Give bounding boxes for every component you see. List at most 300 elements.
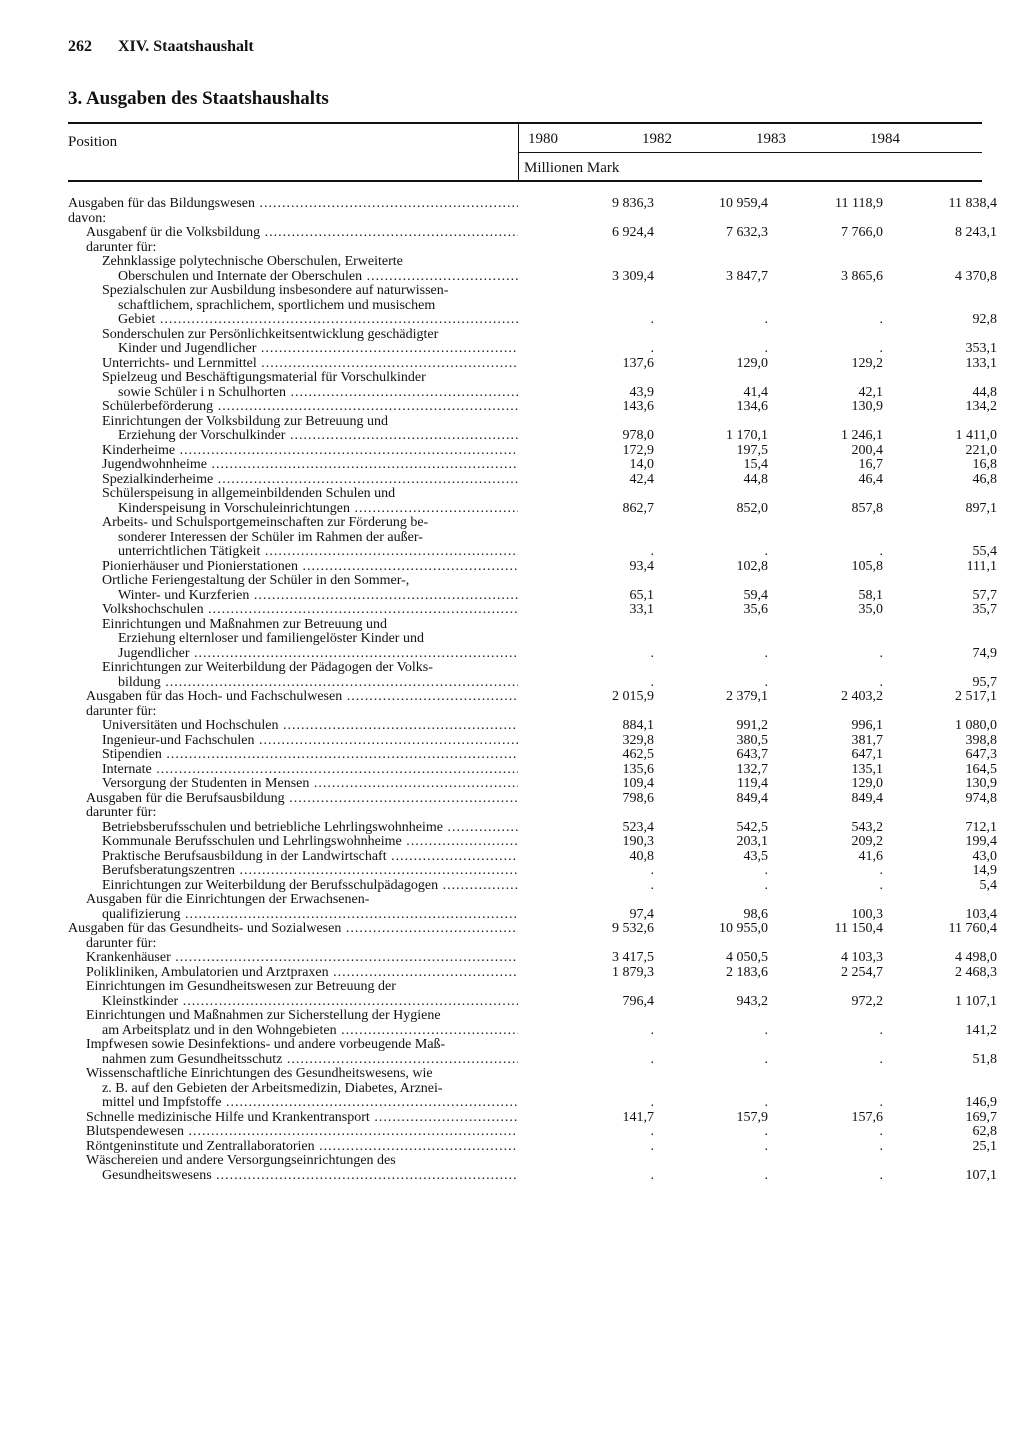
row-label-line: Blutspendewesen ..... xyxy=(86,1125,518,1140)
value-cell-1982: . xyxy=(764,1051,768,1067)
value-cell-1983: 129,2 xyxy=(851,355,883,371)
value-cell-1983: 996,1 xyxy=(851,718,883,733)
row-label-line: Stipendien ..... xyxy=(102,748,518,763)
row-label xyxy=(68,734,518,749)
value-cell-1982: 380,5 xyxy=(736,732,768,748)
value-cell-1983: . xyxy=(879,877,883,893)
value-cell-1983: . xyxy=(879,341,883,356)
value-cell-1980: 143,6 xyxy=(622,399,654,414)
value-cell-1984: 44,8 xyxy=(972,384,997,400)
value-cell-1983: 11 150,4 xyxy=(834,921,883,936)
value-cell-1980: 798,6 xyxy=(622,790,654,806)
table-row xyxy=(68,893,997,922)
value-cell-1980: 97,4 xyxy=(629,906,654,922)
row-label-line: Einrichtungen im Gesundheitswesen zur Betreuung der xyxy=(86,980,396,994)
row-label xyxy=(68,864,518,879)
page-number: 262 xyxy=(68,38,92,55)
value-cell-1984: 4 370,8 xyxy=(955,268,997,284)
row-label-line: Röntgeninstitute und Zentrallaboratorien ..... xyxy=(86,1140,518,1155)
row-label-line: Jugendlicher ..... xyxy=(102,647,518,662)
row-label-line: Kinderspeisung in Vorschuleinrichtungen ..... xyxy=(102,502,518,517)
table-row xyxy=(68,1124,997,1140)
row-label-line: z. B. auf den Gebieten der Arbeitsmedizin, Diabetes, Arznei- xyxy=(102,1081,443,1096)
table-row xyxy=(68,964,997,981)
row-label-line: mittel und Impfstoffe ..... xyxy=(86,1096,518,1111)
row-label-line: unterrichtlichen Tätigkeit ..... xyxy=(102,545,518,560)
value-cell-1983: 41,6 xyxy=(858,848,883,864)
value-cell-1984: 11 838,4 xyxy=(948,196,997,211)
value-cell-1980: 141,7 xyxy=(622,1109,654,1125)
row-label-line: Kinderheime ..... xyxy=(102,444,518,459)
row-label-line: Oberschulen und Internate der Oberschulen ..... xyxy=(102,270,518,285)
table-row xyxy=(68,516,997,560)
value-cell-1982: . xyxy=(764,1167,768,1183)
row-label xyxy=(68,835,518,850)
value-cell-1980: 9 836,3 xyxy=(612,196,654,211)
value-cell-1982: 102,8 xyxy=(736,558,768,574)
table-row xyxy=(68,225,997,241)
value-cell-1983: 543,2 xyxy=(851,819,883,835)
header-bottom-rule xyxy=(68,180,982,182)
value-cell-1983: . xyxy=(879,1022,883,1038)
row-label-line: Erziehung der Vorschulkinder ..... xyxy=(102,429,518,444)
value-cell-1982: . xyxy=(764,1095,768,1110)
table-row xyxy=(68,790,997,807)
table-row xyxy=(68,921,997,937)
value-cell-1983: 972,2 xyxy=(851,993,883,1009)
row-label-line: Erziehung elternloser und familiengelöster Kinder und xyxy=(118,632,424,646)
row-label-line: sowie Schüler i n Schulhorten ..... xyxy=(102,386,518,401)
value-cell-1983: 46,4 xyxy=(858,471,883,487)
row-label-line: davon: xyxy=(68,211,107,226)
row-label-line: Versorgung der Studenten in Mensen ..... xyxy=(102,777,518,792)
row-label xyxy=(68,748,518,763)
value-cell-1980: 65,1 xyxy=(629,587,654,603)
row-label-line: Kleinstkinder ..... xyxy=(86,995,518,1010)
table-row xyxy=(68,442,997,459)
value-cell-1982: . xyxy=(764,312,768,327)
value-cell-1980: 42,4 xyxy=(629,471,654,487)
row-label xyxy=(68,980,518,1009)
value-cell-1983: . xyxy=(879,1051,883,1067)
value-cell-1982: 59,4 xyxy=(743,587,768,603)
table-row xyxy=(68,877,997,894)
value-cell-1982: 4 050,5 xyxy=(726,950,768,965)
value-cell-1982: 35,6 xyxy=(743,602,768,617)
value-cell-1983: 135,1 xyxy=(851,761,883,777)
row-label xyxy=(68,705,518,720)
row-label xyxy=(68,1125,518,1140)
row-label-line: Einrichtungen der Volksbildung zur Betreuung und xyxy=(102,414,389,429)
value-cell-1982: 991,2 xyxy=(736,718,768,733)
value-cell-1982: 203,1 xyxy=(736,834,768,849)
row-label xyxy=(68,212,518,227)
table-row xyxy=(68,284,997,328)
table-row xyxy=(68,718,997,734)
value-cell-1983: 1 246,1 xyxy=(841,428,883,443)
value-cell-1982: 129,0 xyxy=(736,355,768,371)
value-cell-1983: 100,3 xyxy=(851,906,883,922)
row-label xyxy=(68,763,518,778)
value-cell-1982: 542,5 xyxy=(736,819,768,835)
row-label xyxy=(68,574,518,603)
table-row xyxy=(68,980,997,1009)
row-label-line: Universitäten und Hochschulen ..... xyxy=(102,719,518,734)
value-cell-1982: 3 847,7 xyxy=(726,268,768,284)
value-cell-1982: 98,6 xyxy=(743,906,768,922)
row-label-line: darunter für: xyxy=(86,936,157,951)
row-label-line: Betriebsberufsschulen und betriebliche Lehrlingswohnheime ..... xyxy=(102,821,518,836)
table-row xyxy=(68,558,997,575)
year-header-1980: 1980 xyxy=(528,131,558,147)
table-row xyxy=(68,196,997,212)
row-label-line: Kommunale Berufsschulen und Lehrlingswohnheime ..... xyxy=(102,835,518,850)
value-cell-1982: 2 183,6 xyxy=(726,964,768,980)
value-cell-1984: 95,7 xyxy=(972,674,997,690)
expenditure-table xyxy=(68,196,997,1183)
table-row xyxy=(68,937,988,952)
value-cell-1983: 2 403,2 xyxy=(841,689,883,704)
value-cell-1980: . xyxy=(650,1138,654,1154)
value-cell-1982: . xyxy=(764,544,768,559)
row-label-line: Impfwesen sowie Desinfektions- und andere vorbeugende Maß- xyxy=(86,1038,446,1052)
value-cell-1983: . xyxy=(879,645,883,661)
table-row xyxy=(68,471,997,488)
table-row xyxy=(68,399,997,415)
row-label-line: Spezialkinderheime ..... xyxy=(102,473,518,488)
top-rule xyxy=(68,122,982,124)
value-cell-1984: 107,1 xyxy=(965,1167,997,1183)
value-cell-1983: 58,1 xyxy=(858,587,883,603)
row-label-line: Polikliniken, Ambulatorien und Arztpraxen ..... xyxy=(86,966,518,981)
value-cell-1982: 7 632,3 xyxy=(726,225,768,240)
row-label xyxy=(68,255,518,284)
value-cell-1984: 199,4 xyxy=(965,834,997,849)
table-row xyxy=(68,1138,997,1155)
value-cell-1984: 2 517,1 xyxy=(955,689,997,704)
value-cell-1984: 62,8 xyxy=(972,1124,997,1139)
value-cell-1982: 43,5 xyxy=(743,848,768,864)
value-cell-1984: 103,4 xyxy=(965,906,997,922)
value-cell-1984: 1 080,0 xyxy=(955,718,997,733)
value-cell-1982: . xyxy=(764,674,768,690)
row-label-line: Wäschereien und andere Versorgungseinrichtungen des xyxy=(86,1154,396,1168)
page-header xyxy=(68,38,254,56)
row-label xyxy=(68,1154,518,1183)
row-label-line: Praktische Berufsausbildung in der Landwirtschaft ..... xyxy=(102,850,518,865)
table-row xyxy=(68,487,997,516)
value-cell-1984: 57,7 xyxy=(972,587,997,603)
value-cell-1980: . xyxy=(650,1124,654,1139)
row-label-line: Gesundheitswesens ..... xyxy=(86,1169,518,1184)
row-label xyxy=(68,560,518,575)
value-cell-1980: . xyxy=(650,645,654,661)
value-cell-1980: 137,6 xyxy=(622,355,654,371)
row-label xyxy=(68,690,518,705)
row-label xyxy=(68,487,518,516)
row-label-line: Einrichtungen zur Weiterbildung der Pädagogen der Volks- xyxy=(102,661,433,675)
value-cell-1983: . xyxy=(879,1095,883,1110)
row-label xyxy=(68,357,518,372)
value-cell-1980: 14,0 xyxy=(629,457,654,472)
value-cell-1984: 111,1 xyxy=(966,558,997,574)
row-label-line: Einrichtungen und Maßnahmen zur Betreuung und xyxy=(102,617,387,632)
row-label xyxy=(68,371,518,400)
value-cell-1982: . xyxy=(764,1124,768,1139)
row-label-line: Pionierhäuser und Pionierstationen ..... xyxy=(102,560,518,575)
value-cell-1983: 35,0 xyxy=(858,602,883,617)
value-cell-1982: 119,4 xyxy=(737,776,768,791)
value-cell-1980: 523,4 xyxy=(622,819,654,835)
value-cell-1983: 105,8 xyxy=(851,558,883,574)
value-cell-1983: 3 865,6 xyxy=(841,268,883,284)
value-cell-1980: . xyxy=(650,674,654,690)
value-cell-1980: 3 309,4 xyxy=(612,268,654,284)
row-label xyxy=(68,777,518,792)
row-label-line: Spezialschulen zur Ausbildung insbesondere auf naturwissen- xyxy=(102,284,449,298)
value-cell-1984: 11 760,4 xyxy=(948,921,997,936)
row-label xyxy=(68,1067,518,1111)
table-row xyxy=(68,689,997,705)
table-row xyxy=(68,327,997,357)
value-cell-1984: 92,8 xyxy=(972,312,997,327)
row-label-line: Zehnklassige polytechnische Oberschulen, Erweiterte xyxy=(102,255,403,269)
value-cell-1984: 43,0 xyxy=(972,848,997,864)
row-label xyxy=(68,821,518,836)
value-cell-1984: 2 468,3 xyxy=(955,964,997,980)
value-cell-1982: . xyxy=(764,645,768,661)
row-label-line: am Arbeitsplatz und in den Wohngebieten ..... xyxy=(86,1024,518,1039)
row-label xyxy=(68,792,518,807)
value-cell-1983: 16,7 xyxy=(858,457,883,472)
value-cell-1982: 943,2 xyxy=(736,993,768,1009)
value-cell-1980: 3 417,5 xyxy=(612,950,654,965)
value-cell-1980: 329,8 xyxy=(622,732,654,748)
value-cell-1982: . xyxy=(764,877,768,893)
table-row xyxy=(68,761,997,778)
table-row xyxy=(68,661,997,690)
value-cell-1980: 43,9 xyxy=(629,384,654,400)
table-row xyxy=(68,863,997,879)
row-label xyxy=(68,618,518,662)
value-cell-1982: 15,4 xyxy=(743,457,768,472)
value-cell-1984: 134,2 xyxy=(965,399,997,414)
value-cell-1982: . xyxy=(764,341,768,356)
value-cell-1984: 46,8 xyxy=(972,471,997,487)
value-cell-1980: 2 015,9 xyxy=(612,689,654,704)
value-cell-1982: . xyxy=(764,863,768,878)
row-label xyxy=(68,1009,518,1038)
value-cell-1980: . xyxy=(650,863,654,878)
value-cell-1983: . xyxy=(879,674,883,690)
row-label xyxy=(68,241,518,256)
value-cell-1983: 849,4 xyxy=(851,790,883,806)
table-row xyxy=(68,241,988,256)
year-header-1984: 1984 xyxy=(870,131,900,147)
value-cell-1980: 884,1 xyxy=(622,718,654,733)
row-label-line: Schülerspeisung in allgemeinbildenden Schulen und xyxy=(102,487,396,501)
value-cell-1982: 10 959,4 xyxy=(719,196,768,211)
value-cell-1982: 197,5 xyxy=(736,442,768,458)
row-label xyxy=(68,661,518,690)
value-cell-1980: 862,7 xyxy=(622,500,654,516)
row-label-line: Ausgabenf ür die Volksbildung ..... xyxy=(86,226,518,241)
value-cell-1982: 849,4 xyxy=(736,790,768,806)
unit-label: Millionen Mark xyxy=(524,160,620,176)
position-column-header: Position xyxy=(68,134,118,150)
table-row xyxy=(68,848,997,865)
row-label xyxy=(68,473,518,488)
row-label-line: darunter für: xyxy=(86,704,157,719)
value-cell-1983: . xyxy=(879,312,883,327)
value-cell-1980: 9 532,6 xyxy=(612,921,654,936)
value-cell-1984: 130,9 xyxy=(965,776,997,791)
value-cell-1984: 164,5 xyxy=(965,761,997,777)
value-cell-1983: 2 254,7 xyxy=(841,964,883,980)
value-cell-1983: 130,9 xyxy=(851,399,883,414)
value-cell-1983: . xyxy=(879,863,883,878)
row-label xyxy=(68,444,518,459)
row-label-line: Ausgaben für das Bildungswesen ..... xyxy=(68,197,518,212)
value-cell-1984: 133,1 xyxy=(965,355,997,371)
row-label-line: Winter- und Kurzferien ..... xyxy=(102,589,518,604)
value-cell-1980: 796,4 xyxy=(622,993,654,1009)
value-cell-1980: . xyxy=(650,1051,654,1067)
value-cell-1984: 897,1 xyxy=(965,500,997,516)
row-label xyxy=(68,806,518,821)
value-cell-1984: 5,4 xyxy=(979,877,997,893)
value-cell-1980: 978,0 xyxy=(622,428,654,443)
section-title: XIV. Staatshaushalt xyxy=(118,38,254,55)
row-label xyxy=(68,879,518,894)
row-label-line: nahmen zum Gesundheitsschutz ..... xyxy=(86,1053,518,1068)
value-cell-1984: 647,3 xyxy=(965,747,997,762)
value-cell-1982: 134,6 xyxy=(736,399,768,414)
value-cell-1983: 11 118,9 xyxy=(835,196,883,211)
value-cell-1980: 40,8 xyxy=(629,848,654,864)
table-row xyxy=(68,705,988,720)
row-label-line: Örtliche Feriengestaltung der Schüler in den Sommer-, xyxy=(102,574,410,588)
table-row xyxy=(68,414,997,444)
value-cell-1982: 41,4 xyxy=(743,384,768,400)
value-cell-1984: 141,2 xyxy=(965,1022,997,1038)
row-label-line: Volkshochschulen ..... xyxy=(102,603,518,618)
value-cell-1980: 93,4 xyxy=(629,558,654,574)
value-cell-1980: . xyxy=(650,1022,654,1038)
value-cell-1984: 1 411,0 xyxy=(955,428,997,443)
row-label xyxy=(68,966,518,981)
row-label-line: Ingenieur-und Fachschulen ..... xyxy=(102,734,518,749)
value-cell-1983: . xyxy=(879,1124,883,1139)
table-row xyxy=(68,1154,997,1183)
row-label xyxy=(68,415,518,444)
row-label xyxy=(68,328,518,357)
value-cell-1980: 109,4 xyxy=(622,776,654,791)
table-row xyxy=(68,355,997,372)
table-row xyxy=(68,371,997,400)
value-cell-1984: 16,8 xyxy=(972,457,997,472)
row-label xyxy=(68,951,518,966)
value-cell-1983: 157,6 xyxy=(851,1109,883,1125)
value-cell-1982: . xyxy=(764,1022,768,1038)
value-cell-1984: 169,7 xyxy=(965,1109,997,1125)
value-cell-1984: 974,8 xyxy=(965,790,997,806)
row-label xyxy=(68,516,518,560)
value-cell-1982: 643,7 xyxy=(736,747,768,762)
row-label-line: darunter für: xyxy=(86,806,157,820)
row-label-line: Berufsberatungszentren ..... xyxy=(102,864,518,879)
value-cell-1980: 1 879,3 xyxy=(612,964,654,980)
row-label-line: Ausgaben für das Gesundheits- und Sozialwesen ..... xyxy=(68,922,518,937)
table-row xyxy=(68,834,997,850)
row-label-line: Krankenhäuser ..... xyxy=(86,951,518,966)
row-label xyxy=(68,850,518,865)
table-row xyxy=(68,806,988,821)
table-row xyxy=(68,574,997,603)
table-row xyxy=(68,602,997,618)
value-cell-1982: 1 170,1 xyxy=(726,428,768,443)
table-row xyxy=(68,732,997,749)
table-row xyxy=(68,1067,997,1111)
unit-rule xyxy=(518,152,982,153)
table-row xyxy=(68,457,997,473)
value-cell-1980: 135,6 xyxy=(622,761,654,777)
row-label xyxy=(68,197,518,212)
row-label-line: qualifizierung ..... xyxy=(86,908,518,923)
table-row xyxy=(68,950,997,966)
value-cell-1980: . xyxy=(650,1167,654,1183)
value-cell-1980: . xyxy=(650,312,654,327)
row-label-line: Ausgaben für das Hoch- und Fachschulwesen ..... xyxy=(86,690,518,705)
value-cell-1983: . xyxy=(879,544,883,559)
row-label xyxy=(68,719,518,734)
value-cell-1984: 712,1 xyxy=(965,819,997,835)
value-cell-1982: . xyxy=(764,1138,768,1154)
value-cell-1983: 129,0 xyxy=(851,776,883,791)
value-cell-1984: 14,9 xyxy=(972,863,997,878)
value-cell-1984: 55,4 xyxy=(972,544,997,559)
row-label-line: Ausgaben für die Berufsausbildung ..... xyxy=(86,792,518,807)
value-cell-1984: 35,7 xyxy=(972,602,997,617)
row-label-line: Internate ..... xyxy=(102,763,518,778)
value-cell-1984: 51,8 xyxy=(972,1051,997,1067)
value-cell-1982: 157,9 xyxy=(736,1109,768,1125)
value-cell-1983: 7 766,0 xyxy=(841,225,883,240)
value-cell-1980: 462,5 xyxy=(622,747,654,762)
table-row xyxy=(68,255,997,284)
table-row xyxy=(68,212,988,227)
year-header-1982: 1982 xyxy=(642,131,672,147)
value-cell-1982: 10 955,0 xyxy=(719,921,768,936)
row-label-line: Arbeits- und Schulsportgemeinschaften zur Förderung be- xyxy=(102,516,429,530)
table-row xyxy=(68,1109,997,1126)
value-cell-1983: 209,2 xyxy=(851,834,883,849)
row-label-line: Einrichtungen zur Weiterbildung der Berufsschulpädagogen ..... xyxy=(102,879,518,894)
row-label-line: Wissenschaftliche Einrichtungen des Gesundheitswesens, wie xyxy=(86,1067,433,1081)
row-label xyxy=(68,893,518,922)
value-cell-1983: 4 103,3 xyxy=(841,950,883,965)
row-label xyxy=(68,937,518,952)
value-cell-1984: 221,0 xyxy=(965,442,997,458)
row-label xyxy=(68,284,518,328)
row-label-line: Unterrichts- und Lernmittel ..... xyxy=(102,357,518,372)
value-cell-1983: 200,4 xyxy=(851,442,883,458)
value-cell-1982: 852,0 xyxy=(736,500,768,516)
value-cell-1983: 647,1 xyxy=(851,747,883,762)
value-cell-1982: 44,8 xyxy=(743,471,768,487)
value-cell-1980: . xyxy=(650,544,654,559)
row-label-line: schaftlichem, sprachlichem, sportlichem und musischem xyxy=(118,298,436,313)
